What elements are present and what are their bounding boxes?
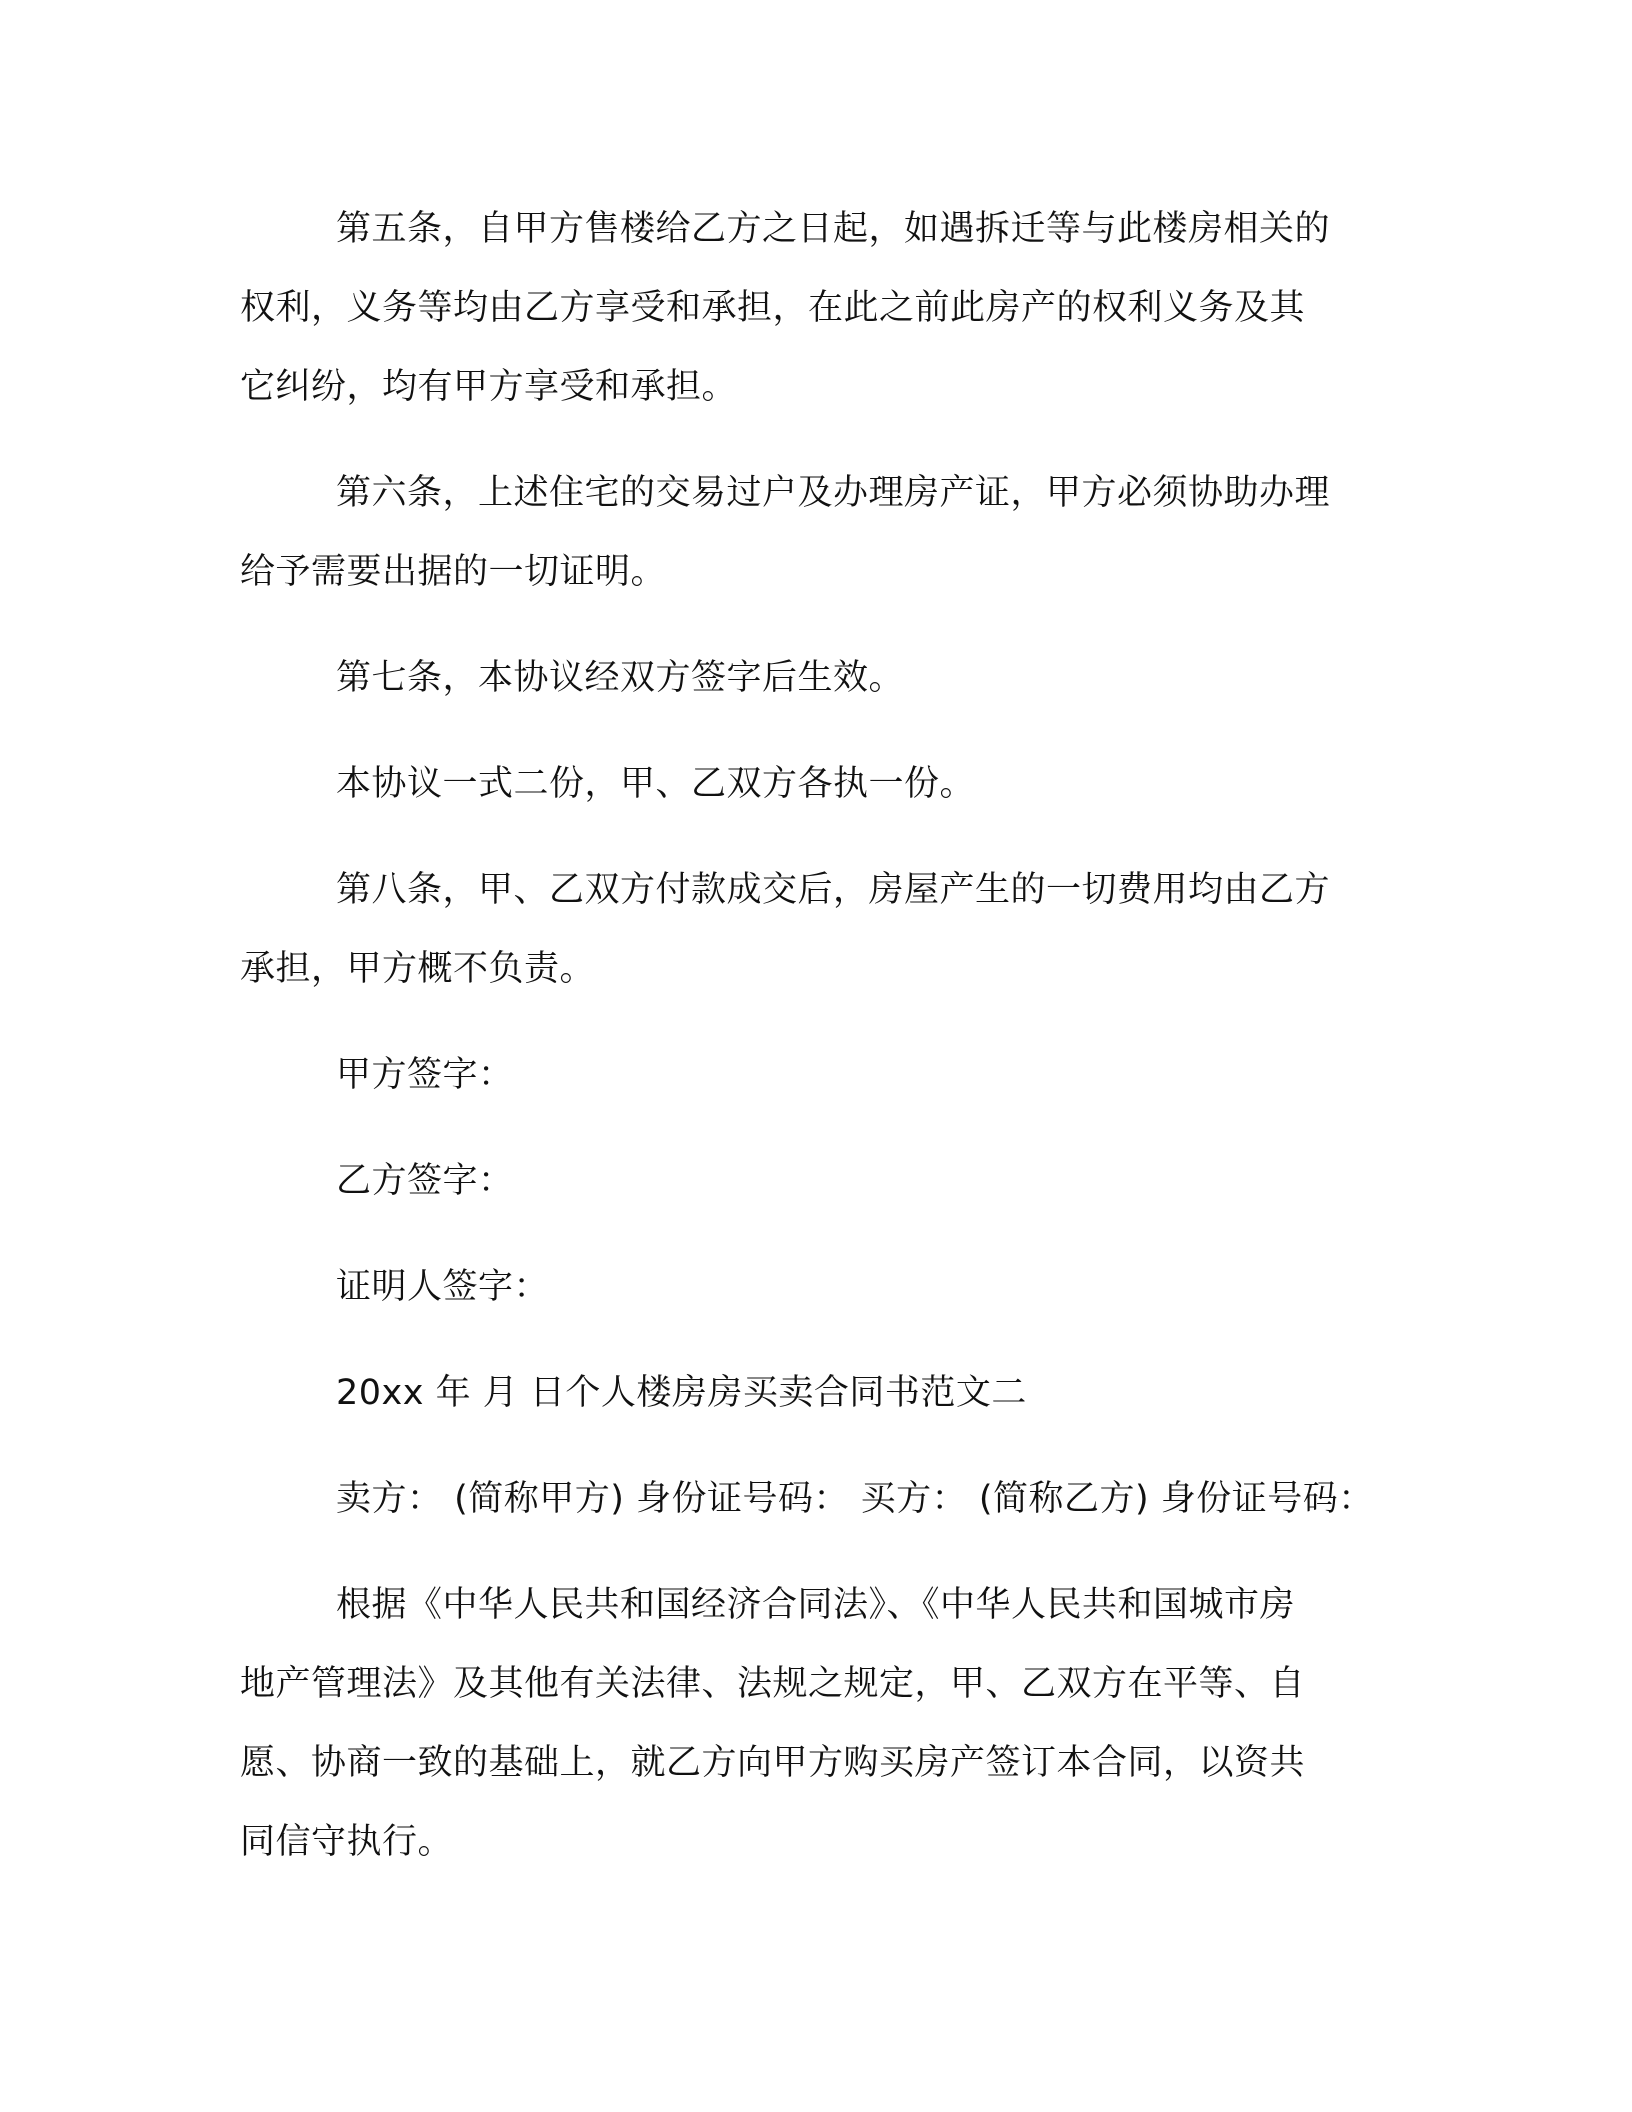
paragraph-line: 第八条，甲、乙双方付款成交后，房屋产生的一切费用均由乙方 [336,870,1331,910]
paragraph-line: 第六条，上述住宅的交易过户及办理房产证，甲方必须协助办理 [336,473,1331,513]
clause-7-paragraph [240,639,1380,718]
paragraph-line: 证明人签字： [336,1267,550,1307]
paragraph-line: 同信守执行。 [240,1822,454,1862]
paragraph-line: 乙方签字： [336,1161,514,1201]
paragraph-line: 甲方签字： [336,1055,514,1095]
paragraph-line: 第七条，本协议经双方签字后生效。 [336,658,905,698]
paragraph-line: 卖方： (简称甲方) 身份证号码： 买方： (简称乙方) 身份证号码： [336,1479,1374,1519]
witness-signature-line [240,1248,1380,1327]
clause-8-paragraph [240,851,1380,1009]
date-and-sample-title [240,1354,1380,1433]
clause-6-paragraph [240,454,1380,612]
paragraph-line: 愿、协商一致的基础上，就乙方向甲方购买房产签订本合同，以资共 [240,1743,1306,1783]
legal-basis-paragraph [240,1566,1380,1882]
paragraph-line: 20xx 年 月 日个人楼房房买卖合同书范文二 [336,1373,1027,1413]
paragraph-line: 本协议一式二份，甲、乙双方各执一份。 [336,764,976,804]
paragraph-line: 地产管理法》及其他有关法律、法规之规定，甲、乙双方在平等、自 [240,1664,1306,1704]
party-a-signature-line [240,1036,1380,1115]
paragraph-line: 权利，义务等均由乙方享受和承担，在此之前此房产的权利义务及其 [240,288,1306,328]
copies-paragraph [240,745,1380,824]
paragraph-line: 第五条，自甲方售楼给乙方之日起，如遇拆迁等与此楼房相关的 [336,209,1331,249]
clause-5-paragraph [240,190,1380,427]
document-body [240,190,1380,1882]
seller-buyer-line [240,1460,1380,1539]
paragraph-line: 它纠纷，均有甲方享受和承担。 [240,367,738,407]
paragraph-line: 给予需要出据的一切证明。 [240,552,667,592]
paragraph-line: 承担，甲方概不负责。 [240,949,596,989]
party-b-signature-line [240,1142,1380,1221]
paragraph-line: 根据《中华人民共和国经济合同法》、《中华人民共和国城市房 [336,1585,1296,1625]
